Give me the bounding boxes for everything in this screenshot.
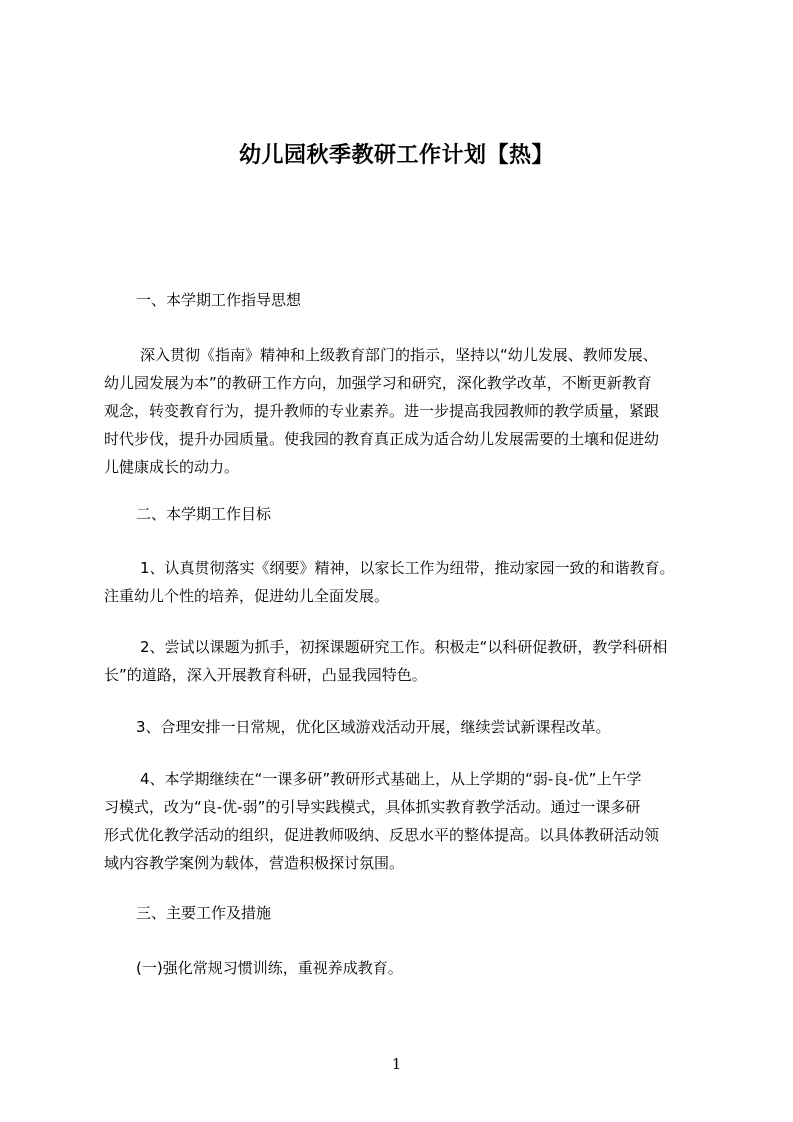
paragraph-goal-2: [104, 633, 712, 689]
paragraph-line: 习模式，改为“良-优-弱”的引导实践模式，具体抓实教育教学活动。通过一课多研: [104, 798, 641, 816]
paragraph-line: 域内容教学案例为载体，营造积极探讨氛围。: [104, 854, 405, 872]
section-heading-3: 三、主要工作及措施: [136, 904, 272, 922]
paragraph-line: 深入贯彻《指南》精神和上级教育部门的指示，坚持以“幼儿发展、教师发展、: [140, 346, 658, 364]
paragraph-line: 4、本学期继续在“一课多研”教研形式基础上，从上学期的“弱-良-优”上午学: [140, 770, 642, 788]
paragraph-line: 观念，转变教育行为，提升教师的专业素养。进一步提高我园教师的教学质量，紧跟: [104, 402, 660, 420]
paragraph-line: 形式优化教学活动的组织，促进教师吸纳、反思水平的整体提高。以具体教研活动领: [104, 826, 660, 844]
paragraph-goal-1: [104, 554, 712, 610]
paragraph-line: 3、合理安排一日常规，优化区域游戏活动开展，继续尝试新课程改革。: [136, 718, 611, 736]
subsection-heading-1: (一)强化常规习惯训练，重视养成教育。: [136, 959, 403, 977]
paragraph-line: 长”的道路，深入开展教育科研，凸显我园特色。: [104, 666, 427, 684]
section-heading-1: 一、本学期工作指导思想: [136, 291, 302, 309]
paragraph-goal-4: [104, 765, 712, 877]
document-title: 幼儿园秋季教研工作计划【热】: [238, 143, 554, 168]
paragraph-line: 1、认真贯彻落实《纲要》精神，以家长工作为纽带，推动家园一致的和谐教育。: [140, 559, 675, 577]
page-number: 1: [391, 1055, 402, 1073]
paragraph-goal-3: [104, 713, 712, 741]
paragraph-line: 2、尝试以课题为抓手，初探课题研究工作。积极走“以科研促教研，教学科研相: [140, 638, 668, 656]
paragraph-line: 幼儿园发展为本”的教研工作方向，加强学习和研究，深化教学改革，不断更新教育: [104, 374, 652, 392]
paragraph-guiding-thought: [104, 341, 712, 481]
paragraph-line: 时代步伐，提升办园质量。使我园的教育真正成为适合幼儿发展需要的土壤和促进幼: [104, 430, 660, 448]
section-heading-2: 二、本学期工作目标: [136, 505, 272, 523]
paragraph-line: 注重幼儿个性的培养，促进幼儿全面发展。: [104, 587, 390, 605]
paragraph-line: 儿健康成长的动力。: [104, 458, 240, 476]
